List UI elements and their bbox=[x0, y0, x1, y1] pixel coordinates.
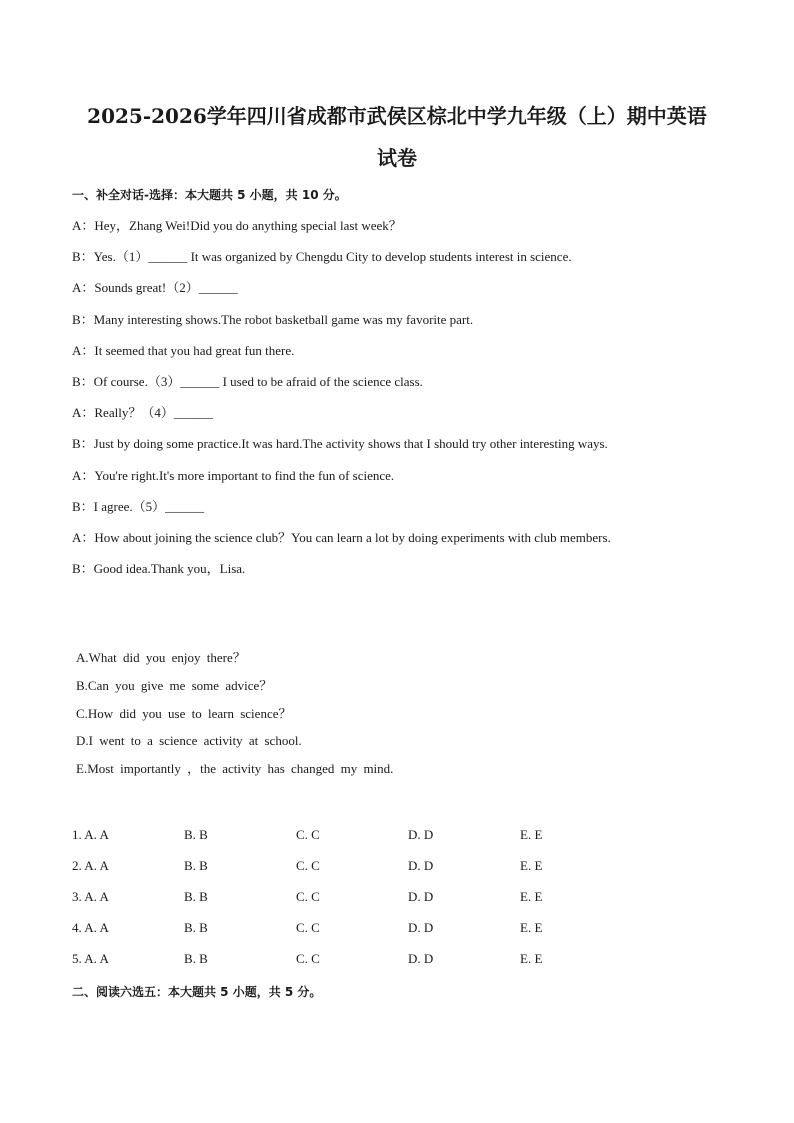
answer-row bbox=[72, 889, 632, 905]
dialogue-line: B：Yes.（1）______ It was organized by Chengdu City to develop students interest in science. bbox=[72, 249, 572, 264]
dialogue-line: A：How about joining the science club？You can learn a lot by doing experiments with club members. bbox=[72, 530, 611, 545]
answer-choice[interactable]: 3. A. A bbox=[72, 889, 109, 904]
answer-choice[interactable]: D. D bbox=[408, 951, 434, 966]
option-item: C.How did you use to learn science？ bbox=[76, 706, 292, 721]
answer-choice[interactable]: D. D bbox=[408, 858, 434, 873]
answer-choice[interactable]: 1. A. A bbox=[72, 827, 109, 842]
answer-choice[interactable]: E. E bbox=[520, 827, 543, 842]
dialogue-line: A：Sounds great!（2）______ bbox=[72, 280, 238, 295]
option-item: D.I went to a science activity at school. bbox=[76, 733, 302, 748]
answer-choice[interactable]: C. C bbox=[296, 920, 320, 935]
answer-choice[interactable]: B. B bbox=[184, 951, 208, 966]
dialogue-line: A：Really？（4）______ bbox=[72, 405, 213, 420]
answer-choice[interactable]: 4. A. A bbox=[72, 920, 109, 935]
answer-choice[interactable]: C. C bbox=[296, 858, 320, 873]
answer-choice[interactable]: C. C bbox=[296, 951, 320, 966]
answer-choice[interactable]: 2. A. A bbox=[72, 858, 109, 873]
option-item: E.Most importantly ，the activity has changed my mind. bbox=[76, 761, 394, 776]
answer-choice[interactable]: B. B bbox=[184, 889, 208, 904]
dialogue-line: A：It seemed that you had great fun there. bbox=[72, 343, 295, 358]
answer-choice[interactable]: B. B bbox=[184, 827, 208, 842]
answer-choice[interactable]: E. E bbox=[520, 858, 543, 873]
answer-choice[interactable]: E. E bbox=[520, 889, 543, 904]
dialogue-line: B：Of course.（3）______ I used to be afraid of the science class. bbox=[72, 374, 423, 389]
page-title: 2025-2026学年四川省成都市武侯区棕北中学九年级（上）期中英语 bbox=[87, 104, 707, 128]
answer-choice[interactable]: E. E bbox=[520, 951, 543, 966]
answer-choice[interactable]: C. C bbox=[296, 827, 320, 842]
answer-choice[interactable]: 5. A. A bbox=[72, 951, 109, 966]
answer-choice[interactable]: D. D bbox=[408, 920, 434, 935]
answer-row bbox=[72, 951, 632, 967]
dialogue-line: B：Many interesting shows.The robot basketball game was my favorite part. bbox=[72, 312, 474, 327]
dialogue-line: A：Hey，Zhang Wei!Did you do anything special last week？ bbox=[72, 218, 402, 233]
dialogue-line: A：You're right.It's more important to find the fun of science. bbox=[72, 468, 395, 483]
dialogue-line: B：Just by doing some practice.It was hard.The activity shows that I should try other interesting ways. bbox=[72, 436, 608, 451]
option-item: A.What did you enjoy there？ bbox=[76, 650, 246, 665]
dialogue-line: B：Good idea.Thank you，Lisa. bbox=[72, 561, 246, 576]
answer-choice[interactable]: D. D bbox=[408, 889, 434, 904]
answer-choice[interactable]: E. E bbox=[520, 920, 543, 935]
option-item: B.Can you give me some advice？ bbox=[76, 678, 273, 693]
dialogue-line: B：I agree.（5）______ bbox=[72, 499, 205, 514]
answer-choice[interactable]: B. B bbox=[184, 920, 208, 935]
section-heading-reading: 二、阅读六选五：本大题共 5 小题，共 5 分。 bbox=[72, 985, 322, 999]
section-heading-dialogue: 一、补全对话-选择：本大题共 5 小题，共 10 分。 bbox=[72, 188, 347, 202]
answer-choice[interactable]: B. B bbox=[184, 858, 208, 873]
answer-row bbox=[72, 858, 632, 874]
page-title-continued: 试卷 bbox=[377, 146, 417, 170]
answer-row bbox=[72, 920, 632, 936]
answer-choice[interactable]: D. D bbox=[408, 827, 434, 842]
answer-row bbox=[72, 827, 632, 843]
answer-choice[interactable]: C. C bbox=[296, 889, 320, 904]
